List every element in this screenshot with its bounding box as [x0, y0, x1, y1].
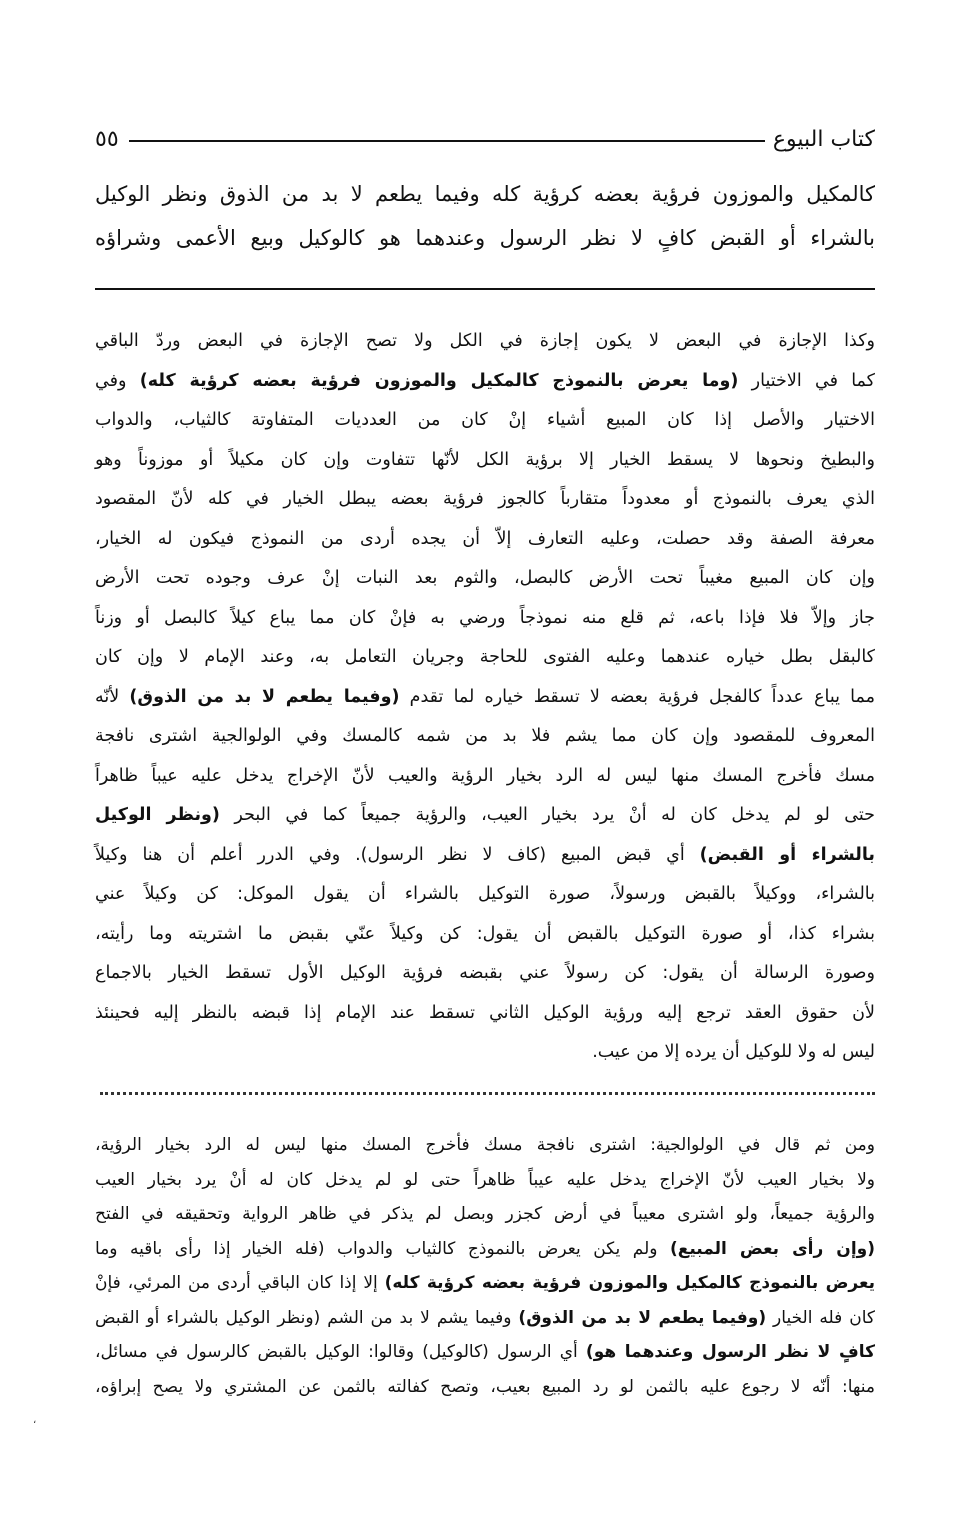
- commentary-text: كما في الاختيار: [738, 370, 875, 391]
- footnote-divider: [100, 1092, 875, 1101]
- footnote-text: وفيما يشم لا بد من الشم (ونظر الوكيل بالشراء أو القبض: [95, 1307, 519, 1328]
- commentary-bold-text: (ونظر الوكيل: [95, 805, 220, 825]
- commentary-text: المعروف للمقصود وإن كان مما يشم فلا بد من شمه كالمسك وفي الولوالجية اشترى نافجة: [95, 726, 875, 746]
- running-title: كتاب البيوع: [772, 127, 875, 152]
- footnote-bold-text: كافٍ لا نظر الرسول وعندهما هو): [585, 1342, 875, 1362]
- commentary-text: جاز وإلاّ فلا فإذا باعه، ثم قلع منه نموذجاً ورضي به فإنْ كان مما يباع كيلاً كالبصل أو وزناً: [95, 607, 875, 628]
- footnote-text: [95, 1128, 875, 1404]
- main-text-line: بالشراء أو القبض كافٍ لا نظر الرسول وعندهما هو كالوكيل وبيع الأعمى وشراؤه: [95, 226, 875, 250]
- commentary-text: لأن حقوق العقد ترجع إليه ورؤية الوكيل الثاني تسقط عند الإمام إذا قبضه بالنظر إليه فحينئذ: [95, 1002, 875, 1023]
- footnote-text: كان فله الخيار: [766, 1307, 875, 1328]
- footnote-text: ومن ثم قال في الولوالجية: اشترى نافجة مسك فأخرج المسك منها ليس له الرد بخيار الرؤية،: [95, 1135, 875, 1155]
- footnote-text: ولم يكن يعرض بالنموذج كالثياب والدواب (فله الخيار إذا رأى باقيه وما: [95, 1238, 670, 1259]
- footnote-line: [95, 1335, 875, 1370]
- commentary-text: والبطيخ ونحوها لا يسقط الخيار إلا برؤية الكل لأنّها تتفاوت وإن كان مكيلاً أو موزوناً وهو: [95, 449, 875, 470]
- commentary-line: [95, 875, 875, 915]
- main-text: [95, 172, 875, 260]
- commentary-line: [95, 599, 875, 639]
- commentary-text: وإن كان المبيع مغيباً تحت الأرض كالبصل، والثوم بعد النبات إنْ عرف وجوده تحت الأرض: [95, 568, 875, 588]
- commentary-text: لأنّه: [95, 686, 130, 707]
- footnote-line: [95, 1197, 875, 1232]
- commentary-text: حتى لو لم يدخل كان له أنْ يرد بخيار العيب، والرؤية جميعاً كما في البحر: [219, 805, 875, 825]
- footnote-line: [95, 1128, 875, 1163]
- commentary-line: [95, 796, 875, 836]
- page-header: [95, 112, 875, 152]
- commentary-line: [95, 520, 875, 560]
- commentary-line: [95, 915, 875, 955]
- commentary-line: [95, 1033, 875, 1073]
- commentary-text: الاختيار والأصل إذا كان المبيع أشياء إنْ كان من العدديات المتفاوتة كالثياب، والدواب: [95, 410, 875, 430]
- footnote-text: منها: أنّه لا رجوع عليه بالثمن لو رد المبيع بعيب، وتصح كفالته بالثمن عن المشتري ولا يصح إبراؤه،: [95, 1376, 875, 1397]
- commentary-text: [95, 322, 875, 1073]
- commentary-text: أي قبض المبيع (كاف لا نظر الرسول). وفي الدرر أعلم أن هنا وكيلاً: [95, 844, 700, 865]
- commentary-text: معرفة الصفة وقد حصلت، وعليه التعارف إلاّ أن يجده أردى من النموذج فيكون له الخيار،: [95, 528, 875, 549]
- commentary-text: وفي: [95, 370, 140, 391]
- footnote-text: أي الرسول (كالوكيل) وقالوا: الوكيل بالقبض كالرسول في مسائل،: [95, 1342, 586, 1362]
- footnote-line: [95, 1370, 875, 1405]
- footnote-bold-text: يعرض بالنموذج كالمكيل والموزون فرؤية بعضه كرؤية كله): [384, 1273, 875, 1293]
- commentary-line: [95, 559, 875, 599]
- commentary-line: [95, 678, 875, 718]
- commentary-line: [95, 994, 875, 1034]
- footnote-bold-text: (وفيما يطعم لا بد من الذوق): [518, 1307, 767, 1328]
- footnote-line: [95, 1163, 875, 1198]
- commentary-line: [95, 717, 875, 757]
- commentary-bold-text: (وما يعرض بالنموذج كالمكيل والموزون فرؤية بعضه كرؤية كله): [139, 370, 739, 391]
- commentary-line: [95, 362, 875, 402]
- main-text-line: كالمكيل والموزون فرؤية بعضه كرؤية كله وفيما يطعم لا بد من الذوق ونظر الوكيل: [95, 182, 875, 206]
- commentary-text: وكذا الإجازة في البعض لا يكون إجازة في الكل ولا تصح الإجازة في البعض وردّ الباقي: [95, 331, 875, 351]
- footnote-text: ولا بخيار العيب لأنّ الإخراج يدخل عليه عيباً ظاهراً حتى لو لم يدخل كان له أنْ يرد بخيار العيب: [95, 1169, 875, 1190]
- footnote-line: [95, 1232, 875, 1267]
- commentary-line: [95, 322, 875, 362]
- commentary-text: كالبقل بطل خياره عندهما وعليه الفتوى للحاجة وجريان التعامل به، وعند الإمام لا وإن كان: [95, 647, 875, 667]
- commentary-text: بشراء كذا، أو صورة التوكيل بالقبض أن يقول: كن وكيلاً عنّي بقبض ما اشتريته وما رأيته،: [95, 923, 875, 944]
- commentary-text: ليس له ولا للوكيل أن يرده إلا من عيب.: [592, 1042, 875, 1062]
- commentary-line: [95, 954, 875, 994]
- commentary-text: مسك فأخرج المسك منها ليس له الرد بخيار الرؤية والعيب لأنّ الإخراج يدخل عليه عيباً ظاهراً: [95, 765, 875, 786]
- commentary-bold-text: بالشراء أو القبض): [699, 844, 875, 865]
- commentary-line: [95, 638, 875, 678]
- page-number: ٥٥: [95, 127, 119, 152]
- commentary-line: [95, 480, 875, 520]
- footnote-line: [95, 1301, 875, 1336]
- commentary-bold-text: (وفيما يطعم لا بد من الذوق): [129, 686, 400, 707]
- footnote-line: [95, 1266, 875, 1301]
- commentary-line: [95, 757, 875, 797]
- footnote-text: والرؤية جميعاً، ولو اشترى معيباً في أرض كجزر وبصل لم يذكر في ظاهر الرواية وتحقيقه في الفتح: [95, 1204, 875, 1224]
- commentary-text: الذي يعرف بالنموذج أو معدوداً متقارباً كالجوز فرؤية بعضه يبطل الخيار في كله لأنّ المقصود: [95, 489, 875, 509]
- commentary-line: [95, 401, 875, 441]
- commentary-text: مما يباع عدداً كالفجل فرؤية بعضه لا تسقط خياره لما تقدم: [399, 686, 876, 707]
- section-divider: [95, 288, 875, 290]
- footnote-text: إلا إذا كان الباقي أردى من المرئي، فإنْ: [95, 1273, 385, 1293]
- commentary-line: [95, 836, 875, 876]
- commentary-text: بالشراء، ووكيلاً بالقبض ورسولاً، صورة التوكيل بالشراء أن يقول الموكل: كن وكيلاً عني: [95, 884, 875, 904]
- commentary-line: [95, 441, 875, 481]
- commentary-text: وصورة الرسالة أن يقول: كن رسولاً عني بقبضه فرؤية الوكيل الأول تسقط الخيار بالاجماع: [95, 963, 875, 983]
- margin-mark: ،: [33, 1415, 37, 1426]
- footnote-bold-text: (وإن رأى بعض المبيع): [669, 1238, 875, 1259]
- header-rule: [129, 140, 765, 142]
